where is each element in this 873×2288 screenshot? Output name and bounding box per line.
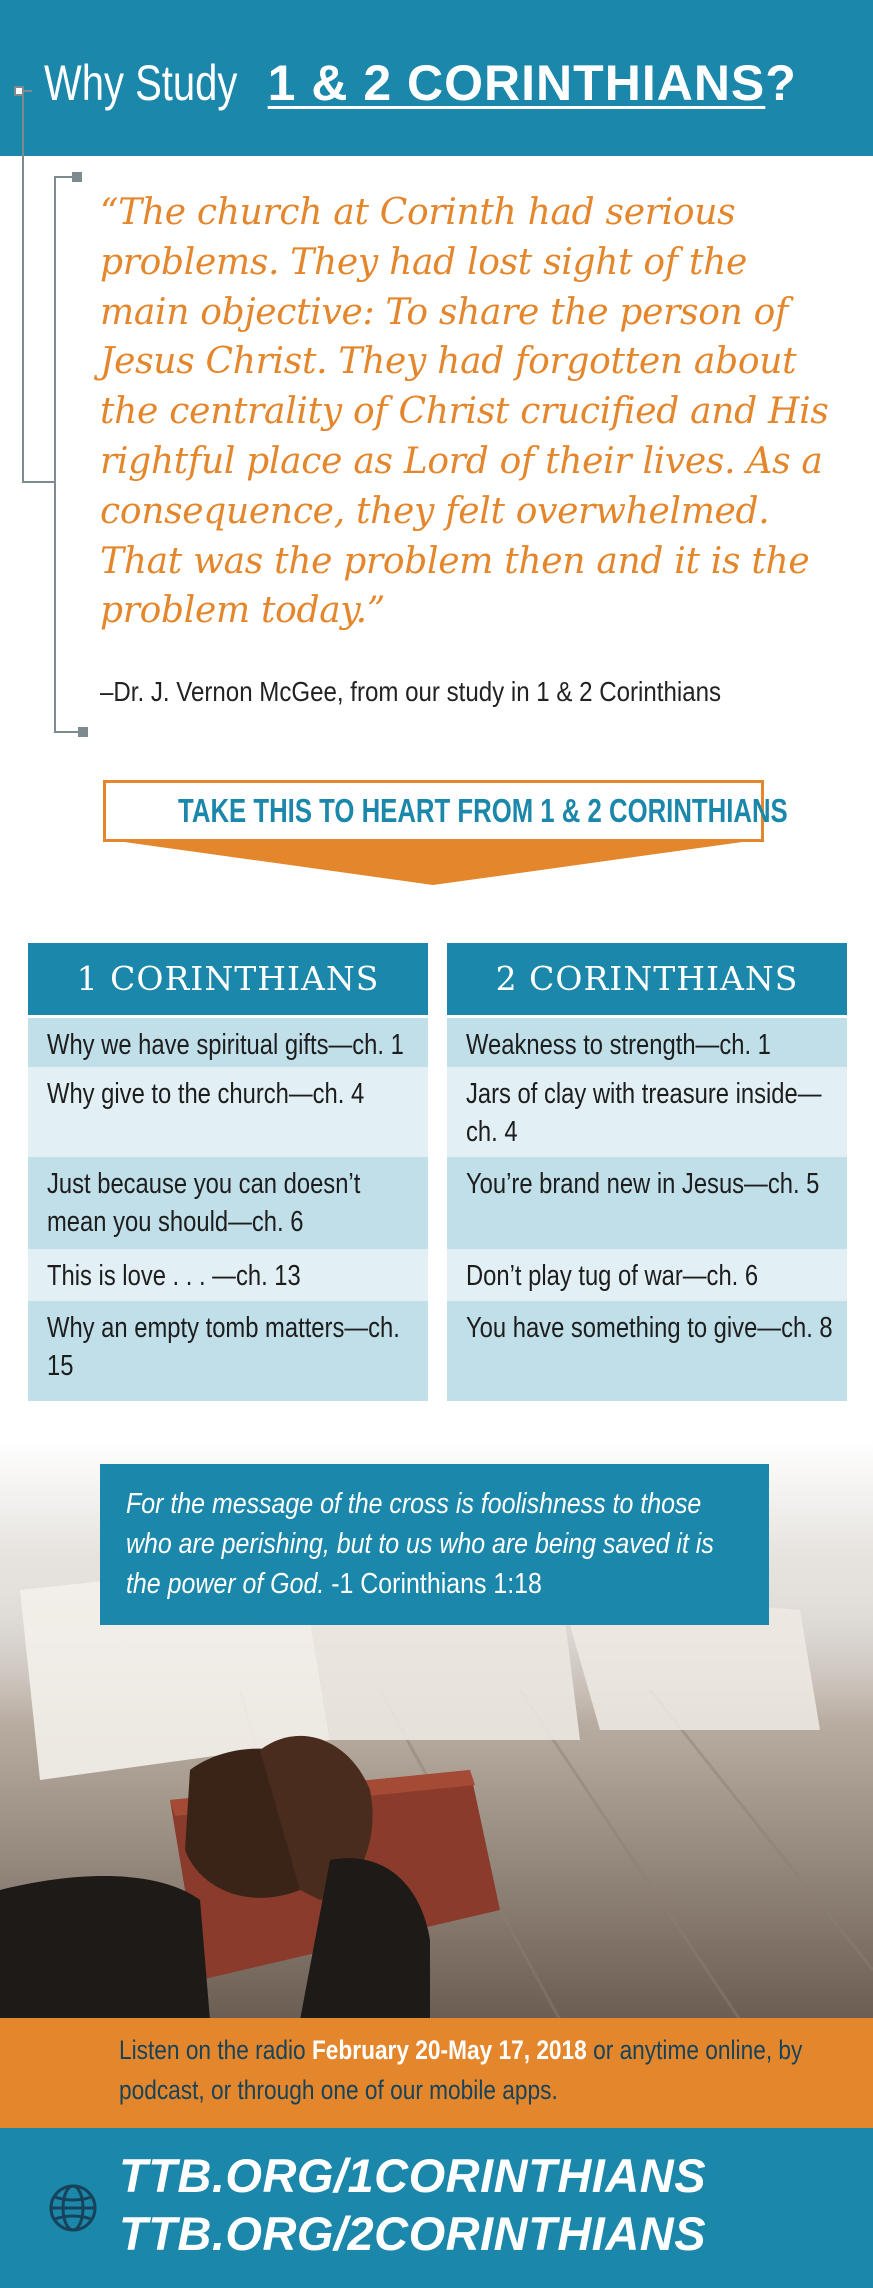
bracket-line-joint: [22, 481, 56, 483]
scripture-verse-box: [100, 1464, 769, 1625]
list-item: Why we have spiritual gifts—ch. 1: [28, 1018, 428, 1067]
bracket-line-top-tick: [54, 176, 72, 178]
bracket-square-marker: [14, 86, 24, 96]
radio-schedule-text: [119, 2030, 859, 2110]
first-corinthians-link[interactable]: TTB.ORG/1CORINTHIANS: [119, 2149, 707, 2202]
radio-prefix: Listen on the radio: [119, 2035, 306, 2065]
mcgee-quote: “The church at Corinth had serious problems. They had lost sight of the main objective: To share the person of Jesus Christ. They had forgotten about the centrality of Christ crucified and His rightful place as Lord of their lives. As a consequence, they felt overwhelmed. That was the problem then and it is the problem today.”: [100, 192, 829, 632]
title-book-name: 1 & 2 CORINTHIANS: [267, 55, 766, 111]
verse-reference: -1 Corinthians 1:18: [331, 1568, 542, 1600]
title-question-mark: ?: [765, 55, 796, 111]
radio-suffix: or anytime online, by podcast, or through one of our mobile apps.: [119, 2035, 803, 2105]
page-title: [44, 55, 796, 111]
list-item: You have something to give—ch. 8: [447, 1301, 847, 1401]
bracket-line-vertical-right: [54, 176, 56, 733]
second-corinthians-link[interactable]: TTB.ORG/2CORINTHIANS: [119, 2207, 707, 2260]
take-to-heart-label: TAKE THIS TO HEART FROM 1 & 2 CORINTHIANS: [178, 792, 788, 829]
list-item: Just because you can doesn’t mean you should—ch. 6: [28, 1157, 428, 1249]
first-corinthians-heading: 1 CORINTHIANS: [28, 943, 428, 1018]
radio-dates: February 20-May 17, 2018: [311, 2035, 587, 2065]
bracket-line-top: [24, 90, 32, 92]
bracket-square-bottom: [78, 727, 88, 737]
list-item: Why an empty tomb matters—ch. 15: [28, 1301, 428, 1401]
title-prefix: Why Study: [44, 55, 238, 111]
bracket-square-top: [72, 172, 82, 182]
list-item: This is love . . . —ch. 13: [28, 1249, 428, 1301]
bracket-line-bottom-tick: [54, 731, 80, 733]
second-corinthians-column: [447, 943, 847, 1401]
list-item: Jars of clay with treasure inside—ch. 4: [447, 1067, 847, 1157]
first-corinthians-column: [28, 943, 428, 1401]
bracket-line-vertical-left: [22, 96, 24, 483]
list-item: Why give to the church—ch. 4: [28, 1067, 428, 1157]
take-to-heart-banner: [103, 780, 788, 842]
globe-icon: [46, 2181, 100, 2235]
list-item: You’re brand new in Jesus—ch. 5: [447, 1157, 847, 1249]
list-item: Don’t play tug of war—ch. 6: [447, 1249, 847, 1301]
second-corinthians-heading: 2 CORINTHIANS: [447, 943, 847, 1018]
list-item: Weakness to strength—ch. 1: [447, 1018, 847, 1067]
verse-text: For the message of the cross is foolishness to those who are perishing, but to us who are being saved it is the power of God.: [126, 1488, 714, 1600]
down-arrow-icon: [103, 839, 764, 887]
quote-attribution: –Dr. J. Vernon McGee, from our study in 1 & 2 Corinthians: [100, 676, 722, 707]
